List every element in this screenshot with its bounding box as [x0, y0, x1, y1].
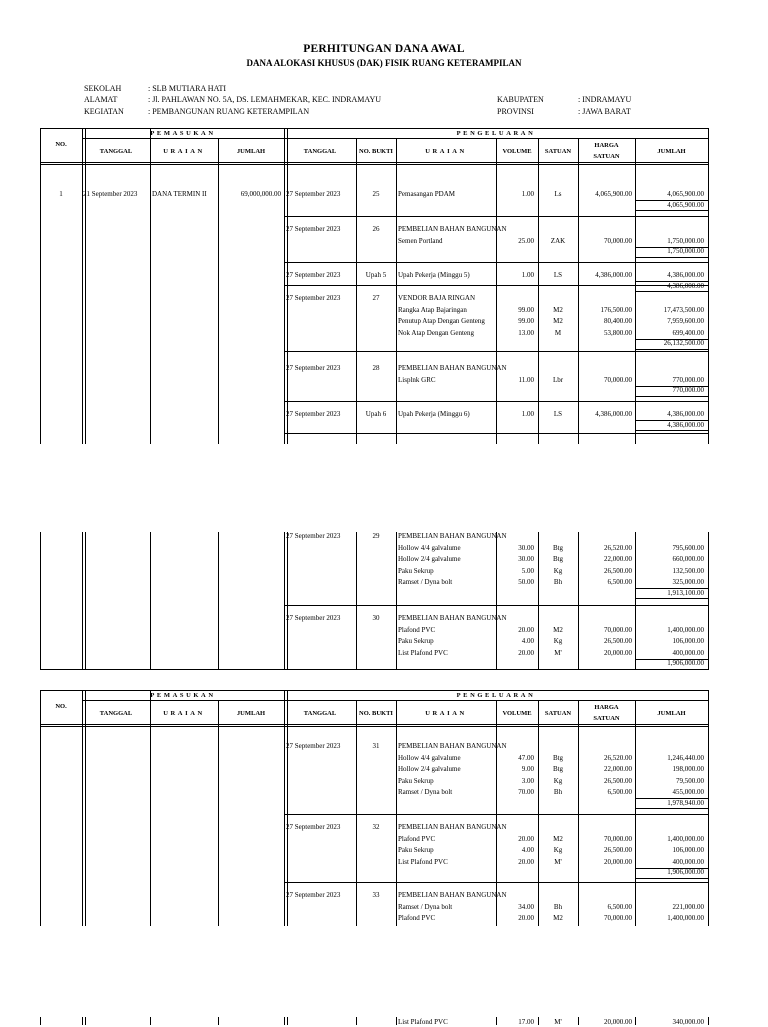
item-unit: LS — [553, 271, 563, 279]
item-price: 22,000.00 — [604, 555, 632, 563]
item-price: 4,386,000.00 — [595, 271, 632, 279]
group-rule — [284, 401, 708, 402]
item-price: 26,500.00 — [604, 776, 632, 785]
item-description: List Plafond PVC — [398, 857, 448, 866]
item-description: Upah Pekerja (Minggu 6) — [398, 410, 470, 418]
item-volume: 3.00 — [521, 776, 534, 785]
item-unit: M' — [554, 857, 562, 866]
item-description: Pemasangan PDAM — [398, 190, 455, 198]
header-uraian-out: URAIAN — [425, 148, 467, 155]
item-description: Hollow 2/4 galvalume — [398, 555, 461, 563]
header-split-rule — [82, 700, 708, 701]
column-rule — [396, 128, 397, 444]
subtotal-rule — [635, 808, 708, 809]
group-subtotal: 1,978,940.00 — [667, 798, 704, 807]
item-price: 53,800.00 — [604, 328, 632, 337]
item-amount: 455,000.00 — [672, 788, 704, 796]
item-description: Hollow 2/4 galvalume — [398, 765, 461, 773]
provinsi-label: PROVINSI — [497, 107, 534, 116]
header-bottom-rule-2 — [40, 164, 708, 165]
item-volume: 13.00 — [518, 328, 534, 337]
item-unit: Kg — [553, 846, 563, 854]
item-unit: M' — [554, 1018, 562, 1026]
column-rule — [40, 532, 41, 670]
item-description: Plafond PVC — [398, 834, 436, 843]
item-description: Lisplnk GRC — [398, 375, 436, 384]
item-amount: 198,000.00 — [672, 765, 704, 773]
column-rule — [82, 128, 83, 444]
group-subtotal: 1,913,100.00 — [667, 588, 704, 597]
item-price: 70,000.00 — [604, 236, 632, 245]
item-amount: 4,386,000.00 — [667, 271, 704, 279]
item-amount: 1,750,000.00 — [667, 236, 704, 245]
header-no-bukti: NO. BUKTI — [359, 710, 393, 717]
expense-heading: PEMBELIAN BAHAN BANGUNAN — [398, 532, 507, 540]
item-description: Paku Sekrup — [398, 637, 434, 645]
item-unit: Btg — [552, 543, 564, 552]
expense-heading: PEMBELIAN BAHAN BANGUNAN — [398, 823, 507, 831]
subtotal-rule — [635, 878, 708, 879]
receipt-number: Upah 6 — [365, 410, 387, 418]
item-volume: 11.00 — [518, 375, 534, 384]
item-volume: 20.00 — [518, 648, 534, 657]
item-unit: M' — [554, 648, 562, 657]
item-amount: 795,600.00 — [672, 543, 704, 552]
item-description: Upah Pekerja (Minggu 5) — [398, 271, 470, 279]
item-unit: Btg — [552, 555, 564, 563]
header-pengeluaran: PENGELUARAN — [456, 130, 536, 137]
item-description: Plafond PVC — [398, 625, 436, 634]
column-rule — [85, 128, 86, 444]
expense-date: 27 September 2023 — [286, 532, 341, 540]
header-jumlah: JUMLAH — [236, 710, 266, 717]
header-bottom-rule — [40, 162, 708, 163]
block-bottom-rule — [40, 669, 708, 670]
item-unit: Kg — [553, 776, 563, 785]
header-pemasukan: PEMASUKAN — [150, 130, 216, 137]
header-harga: HARGA — [594, 704, 619, 711]
group-rule — [284, 351, 708, 352]
item-volume: 20.00 — [518, 857, 534, 866]
header-satuan: SATUAN — [544, 710, 572, 717]
receipt-number: 25 — [372, 190, 380, 198]
group-rule — [284, 285, 708, 286]
item-description: Semen Portland — [398, 236, 443, 245]
item-amount: 699,400.00 — [672, 328, 704, 337]
group-subtotal: 1,906,000.00 — [667, 659, 704, 667]
item-price: 70,000.00 — [604, 914, 632, 922]
column-rule — [496, 128, 497, 444]
table-block — [40, 532, 708, 670]
expense-date: 27 September 2023 — [286, 294, 341, 302]
header-pengeluaran: PENGELUARAN — [456, 692, 536, 699]
receipt-number: 30 — [372, 614, 380, 622]
header-harga: HARGA — [594, 142, 619, 149]
item-amount: 7,959,600.00 — [667, 317, 704, 325]
header-tanggal-out: TANGGAL — [303, 710, 337, 717]
header-jumlah-out: JUMLAH — [657, 148, 686, 155]
item-price: 20,000.00 — [604, 857, 632, 866]
header-pemasukan: PEMASUKAN — [150, 692, 216, 699]
item-amount: 4,065,900.00 — [667, 190, 704, 198]
item-price: 4,386,000.00 — [595, 410, 632, 418]
item-description: Rangka Atap Bajaringan — [398, 305, 467, 314]
item-volume: 20.00 — [518, 834, 534, 843]
kegiatan-label: KEGIATAN — [84, 107, 124, 116]
item-unit: Bh — [553, 578, 563, 586]
receipt-number: 31 — [372, 742, 380, 750]
item-volume: 4.00 — [521, 846, 534, 854]
item-volume: 4.00 — [521, 637, 534, 645]
sekolah-value: : SLB MUTIARA HATI — [148, 84, 227, 93]
item-amount: 4,386,000.00 — [667, 410, 704, 418]
subtotal-rule — [635, 396, 708, 397]
group-rule — [284, 433, 708, 434]
column-rule — [150, 128, 151, 444]
provinsi-value: : JAWA BARAT — [578, 107, 631, 116]
header-volume: VOLUME — [502, 710, 532, 717]
kegiatan-value: : PEMBANGUNAN RUANG KETERAMPILAN — [148, 107, 310, 116]
receipt-number: 32 — [372, 823, 380, 831]
group-subtotal: 770,000.00 — [672, 386, 704, 394]
item-volume: 70.00 — [518, 788, 534, 796]
item-unit: LS — [553, 410, 563, 418]
item-unit: Kg — [553, 566, 563, 575]
item-amount: 79,500.00 — [676, 776, 704, 785]
item-amount: 400,000.00 — [672, 648, 704, 657]
item-volume: 20.00 — [518, 625, 534, 634]
income-amount: 69,000,000.00 — [240, 190, 281, 198]
item-description: Paku Sekrup — [398, 846, 434, 854]
header-tanggal-out: TANGGAL — [303, 148, 337, 155]
expense-date: 27 September 2023 — [286, 271, 341, 279]
kabupaten-value: : INDRAMAYU — [578, 95, 632, 104]
column-rule — [85, 532, 86, 670]
item-unit: M2 — [553, 834, 563, 843]
expense-date: 27 September 2023 — [286, 410, 341, 418]
item-unit: Lbr — [552, 375, 564, 384]
item-description: Nok Atap Dengan Genteng — [398, 328, 475, 337]
group-rule — [284, 216, 708, 217]
column-rule — [284, 532, 285, 670]
subtotal-rule — [635, 210, 708, 211]
receipt-number: 26 — [372, 225, 380, 233]
group-subtotal: 1,906,000.00 — [667, 868, 704, 876]
item-unit: M2 — [553, 914, 563, 922]
subtotal-rule — [635, 257, 708, 258]
item-price: 26,500.00 — [604, 637, 632, 645]
subtotal-rule — [635, 291, 708, 292]
column-rule — [82, 532, 83, 670]
item-unit: Bh — [553, 902, 563, 911]
expense-date: 27 September 2023 — [286, 742, 341, 750]
document-subtitle: DANA ALOKASI KHUSUS (DAK) FISIK RUANG KETERAMPILAN — [246, 58, 522, 68]
item-unit: Btg — [552, 753, 564, 762]
group-subtotal: 1,750,000.00 — [667, 247, 704, 255]
item-volume: 17.00 — [518, 1018, 534, 1026]
item-amount: 1,246,440.00 — [667, 753, 704, 762]
item-price: 20,000.00 — [604, 1018, 632, 1026]
column-rule — [356, 128, 357, 444]
income-date: 21 September 2023 — [83, 190, 138, 198]
item-description: Ramset / Dyna bolt — [398, 902, 453, 911]
item-unit: M2 — [553, 305, 563, 314]
group-subtotal: 4,065,900.00 — [667, 200, 704, 209]
item-price: 6,500.00 — [607, 788, 632, 796]
item-volume: 47.00 — [518, 753, 534, 762]
item-price: 26,500.00 — [604, 566, 632, 575]
expense-date: 27 September 2023 — [286, 225, 341, 233]
item-amount: 660,000.00 — [672, 555, 704, 563]
receipt-number: 29 — [372, 532, 380, 540]
column-rule — [218, 128, 219, 444]
item-description: Penutup Atap Dengan Genteng — [398, 317, 485, 325]
receipt-number: 33 — [372, 891, 380, 899]
item-price: 20,000.00 — [604, 648, 632, 657]
header-no: NO. — [55, 703, 67, 710]
expense-heading: VENDOR BAJA RINGAN — [398, 294, 476, 302]
item-amount: 17,473,500.00 — [663, 305, 704, 314]
income-description: DANA TERMIN II — [152, 190, 207, 198]
receipt-number: 27 — [372, 294, 380, 302]
column-rule — [287, 532, 288, 670]
item-amount: 106,000.00 — [672, 637, 704, 645]
group-rule — [284, 814, 708, 815]
item-volume: 25.00 — [518, 236, 534, 245]
column-rule — [396, 532, 397, 670]
column-rule — [356, 532, 357, 670]
receipt-number: Upah 5 — [365, 271, 387, 279]
item-amount: 400,000.00 — [672, 857, 704, 866]
alamat-value: : Jl. PAHLAWAN NO. 5A, DS. LEMAHMEKAR, KEC. INDRAMAYU — [148, 95, 382, 104]
item-volume: 30.00 — [518, 543, 534, 552]
item-description: Paku Sekrup — [398, 566, 434, 575]
item-amount: 132,500.00 — [672, 566, 704, 575]
item-description: Ramset / Dyna bolt — [398, 788, 453, 796]
income-no: 1 — [59, 190, 63, 198]
item-unit: M2 — [553, 317, 563, 325]
kabupaten-label: KABUPATEN — [497, 95, 544, 104]
header-no-bukti: NO. BUKTI — [359, 148, 393, 155]
alamat-label: ALAMAT — [84, 95, 118, 104]
header-satuan: SATUAN — [544, 148, 572, 155]
header-no: NO. — [55, 141, 67, 148]
header-tanggal: TANGGAL — [99, 148, 133, 155]
item-amount: 325,000.00 — [672, 578, 704, 586]
item-price: 70,000.00 — [604, 625, 632, 634]
receipt-number: 28 — [372, 364, 380, 372]
item-price: 22,000.00 — [604, 765, 632, 773]
column-rule — [578, 128, 579, 444]
column-rule — [708, 128, 709, 444]
group-rule — [284, 605, 708, 606]
item-volume: 1.00 — [521, 410, 534, 418]
sekolah-label: SEKOLAH — [84, 84, 122, 93]
item-unit: M — [554, 328, 562, 337]
item-volume: 50.00 — [518, 578, 534, 586]
item-price: 4,065,900.00 — [595, 190, 632, 198]
expense-heading: PEMBELIAN BAHAN BANGUNAN — [398, 614, 507, 622]
item-description: List Plafond PVC — [398, 648, 448, 657]
item-unit: Bh — [553, 788, 563, 796]
expense-date: 27 September 2023 — [286, 891, 341, 899]
item-description: List Plafond PVC — [398, 1018, 448, 1026]
column-rule — [538, 128, 539, 444]
expense-heading: PEMBELIAN BAHAN BANGUNAN — [398, 891, 507, 899]
item-price: 26,520.00 — [604, 543, 632, 552]
item-volume: 1.00 — [521, 271, 534, 279]
item-description: Plafond PVC — [398, 914, 436, 922]
item-volume: 34.00 — [518, 902, 534, 911]
header-uraian-out: URAIAN — [425, 710, 467, 717]
expense-date: 27 September 2023 — [286, 364, 341, 372]
header-jumlah: JUMLAH — [236, 148, 266, 155]
subtotal-rule — [635, 349, 708, 350]
header-jumlah-out: JUMLAH — [657, 710, 686, 717]
item-price: 176,500.00 — [600, 305, 632, 314]
expense-date: 27 September 2023 — [286, 614, 341, 622]
item-price: 70,000.00 — [604, 375, 632, 384]
header-tanggal: TANGGAL — [99, 710, 133, 717]
column-rule — [284, 128, 285, 444]
column-rule — [150, 532, 151, 670]
header-split-rule — [82, 138, 708, 139]
item-price: 80,400.00 — [604, 317, 632, 325]
column-rule — [287, 128, 288, 444]
subtotal-rule — [635, 598, 708, 599]
header-uraian: URAIAN — [163, 148, 205, 155]
item-amount: 1,400,000.00 — [667, 914, 704, 922]
item-description: Hollow 4/4 galvalume — [398, 543, 461, 552]
item-price: 70,000.00 — [604, 834, 632, 843]
group-subtotal: 4,386,000.00 — [667, 420, 704, 429]
item-amount: 770,000.00 — [672, 375, 704, 384]
item-description: Ramset / Dyna bolt — [398, 578, 453, 586]
group-rule — [284, 882, 708, 883]
item-price: 6,500.00 — [607, 902, 632, 911]
item-volume: 20.00 — [518, 914, 534, 922]
column-rule — [708, 690, 709, 926]
item-amount: 1,400,000.00 — [667, 625, 704, 634]
item-price: 6,500.00 — [607, 578, 632, 586]
header-volume: VOLUME — [502, 148, 532, 155]
item-volume: 30.00 — [518, 555, 534, 563]
item-amount: 106,000.00 — [672, 846, 704, 854]
item-amount: 1,400,000.00 — [667, 834, 704, 843]
column-rule — [218, 532, 219, 670]
group-subtotal: 4,386,000.00 — [667, 281, 704, 290]
expense-heading: PEMBELIAN BAHAN BANGUNAN — [398, 742, 507, 750]
table-block — [40, 690, 708, 926]
item-description: Hollow 4/4 galvalume — [398, 753, 461, 762]
item-volume: 99.00 — [518, 305, 534, 314]
column-rule — [708, 532, 709, 670]
expense-date: 27 September 2023 — [286, 823, 341, 831]
item-volume: 99.00 — [518, 317, 534, 325]
item-price: 26,500.00 — [604, 846, 632, 854]
header-harga-satuan: SATUAN — [593, 715, 620, 722]
header-bottom-rule-2 — [40, 726, 708, 727]
group-rule — [284, 262, 708, 263]
item-unit: M2 — [553, 625, 563, 634]
item-unit: Kg — [553, 637, 563, 645]
subtotal-rule — [635, 430, 708, 431]
header-bottom-rule — [40, 724, 708, 725]
header-uraian: URAIAN — [163, 710, 205, 717]
item-volume: 1.00 — [521, 190, 534, 198]
column-rule — [40, 128, 41, 444]
item-amount: 221,000.00 — [672, 902, 704, 911]
table-block — [40, 128, 708, 444]
group-subtotal: 26,132,500.00 — [663, 339, 704, 347]
expense-heading: PEMBELIAN BAHAN BANGUNAN — [398, 225, 507, 233]
item-description: Paku Sekrup — [398, 776, 434, 785]
item-volume: 5.00 — [521, 566, 534, 575]
item-price: 26,520.00 — [604, 753, 632, 762]
item-amount: 340,000.00 — [672, 1018, 704, 1026]
header-harga-satuan: SATUAN — [593, 153, 620, 160]
item-volume: 9.00 — [521, 765, 534, 773]
item-unit: Btg — [552, 765, 564, 773]
expense-heading: PEMBELIAN BAHAN BANGUNAN — [398, 364, 507, 372]
item-unit: Ls — [554, 190, 562, 198]
item-unit: ZAK — [550, 236, 566, 245]
document-title: PERHITUNGAN DANA AWAL — [303, 43, 465, 55]
expense-date: 27 September 2023 — [286, 190, 341, 198]
